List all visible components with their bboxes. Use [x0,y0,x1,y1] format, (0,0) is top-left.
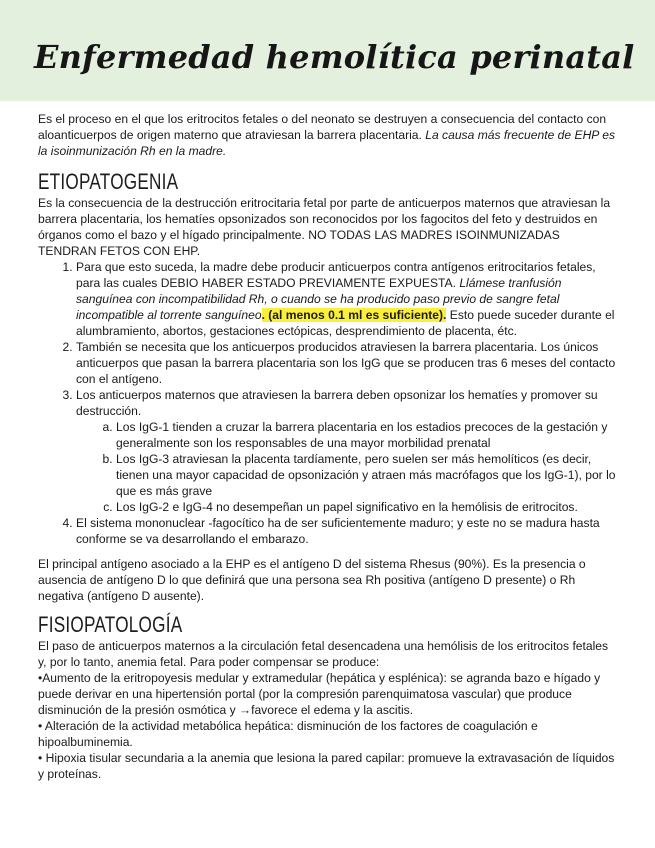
intro-italic: La causa más frecuente de EHP es la isoinmunización Rh en la madre. [38,128,616,158]
list-item-3 [76,387,618,515]
closing-paragraph: El principal antígeno asociado a la EHP es el antígeno D del sistema Rhesus (90%). Es la presencia o ausencia de antígeno D lo que definirá que una persona sea Rh positiva (antígeno D presente) o Rh negativa (antígeno D ausente). [38,557,586,603]
fisiopatologia-paragraph: El paso de anticuerpos maternos a la circulación fetal desencadena una hemólisis de los eritrocitos fetales y, por lo tanto, anemia fetal. Para poder compensar se produce: [38,639,609,669]
bullet-1: •Aumento de la eritropoyesis medular y extramedular (hepática y esplénica): se agranda bazo e hígado y puede derivar en una hipertensión portal (por la compresión parenquimatosa vascular) que produce disminución de la presión osmótica y →favorece el edema y la ascitis. [38,671,601,717]
sublist-item-a: a. Los IgG-1 tienden a cruzar la barrera placentaria en los estadios precoces de la gestación y generalmente son los responsables de una mayor morbilidad prenatal [116,419,618,451]
list-item-4: 4. El sistema mononuclear -fagocítico ha de ser suficientemente maduro; y este no se madura hasta conforme se va desarrollando el embarazo. [76,515,618,547]
sublist-item-c: c. Los IgG-2 e IgG-4 no desempeñan un papel significativo en la hemólisis de eritrocitos. [116,499,618,515]
sublist-item-b: b. Los IgG-3 atraviesan la placenta tardíamente, pero suelen ser más hemolíticos (es decir, tienen una mayor capacidad de opsonización y atraen más macrófagos que los IgG-1), por lo que es más grave [116,451,618,499]
item1-highlight: . (al menos 0.1 ml es suficiente). [261,308,447,322]
sublist [76,419,618,515]
bullet-3: • Hipoxia tisular secundaria a la anemia que lesiona la pared capilar: promueve la extravasación de líquidos y proteínas. [38,751,615,781]
etiopatogenia-paragraph: Es la consecuencia de la destrucción eritrocitaria fetal por parte de anticuerpos maternos que atraviesan la barrera placentaria, los hematíes opsonizados son reconocidos por los fagocitos del feto y destruidos en órganos como el bazo y el hígado principalmente. NO TODAS LAS MADRES ISOINMUNIZADAS TENDRAN FETOS CON EHP. [38,196,611,258]
etiopatogenia-list [38,259,618,547]
list-item-2: 2. También se necesita que los anticuerpos producidos atraviesen la barrera placentaria. Los únicos anticuerpos que pasan la barrera placentaria son los IgG que se producen tras 6 meses del contacto con el antígeno. [76,339,618,387]
item1-italic: Llámese tranfusión sanguínea con incompatibilidad Rh, o cuando se ha producido paso previo de sangre fetal incompatible al torrente sanguíneo [76,276,562,322]
heading-etiopatogenia: ETIOPATOGENIA [38,169,179,194]
item1-after: Esto puede suceder durante el alumbramiento, abortos, gestaciones ectópicas, desprendimiento de placenta, étc. [76,308,615,338]
list-item-1 [76,259,618,339]
intro-paragraph [38,111,618,159]
heading-fisiopatologia: FISIOPATOLOGÍA [38,612,183,637]
item1-text: Para que esto suceda, la madre debe producir anticuerpos contra antígenos eritrocitarios fetales, para las cuales DEBIO HABER ESTADO PREVIAMENTE EXPUESTA. [76,260,596,290]
item3-text: Los anticuerpos maternos que atraviesen la barrera deben opsonizar los hematíes y promover su destrucción. [76,388,598,418]
page-title: Enfermedad hemolítica perinatal [34,38,635,76]
title-banner [0,0,655,101]
intro-text: Es el proceso en el que los eritrocitos fetales o del neonato se destruyen a consecuencia del contacto con aloanticuerpos de origen materno que atraviesan la barrera placentaria. [38,112,607,142]
document-body [38,111,618,782]
bullet-2: • Alteración de la actividad metabólica hepática: disminución de los factores de coagulación e hipoalbuminemia. [38,719,538,749]
